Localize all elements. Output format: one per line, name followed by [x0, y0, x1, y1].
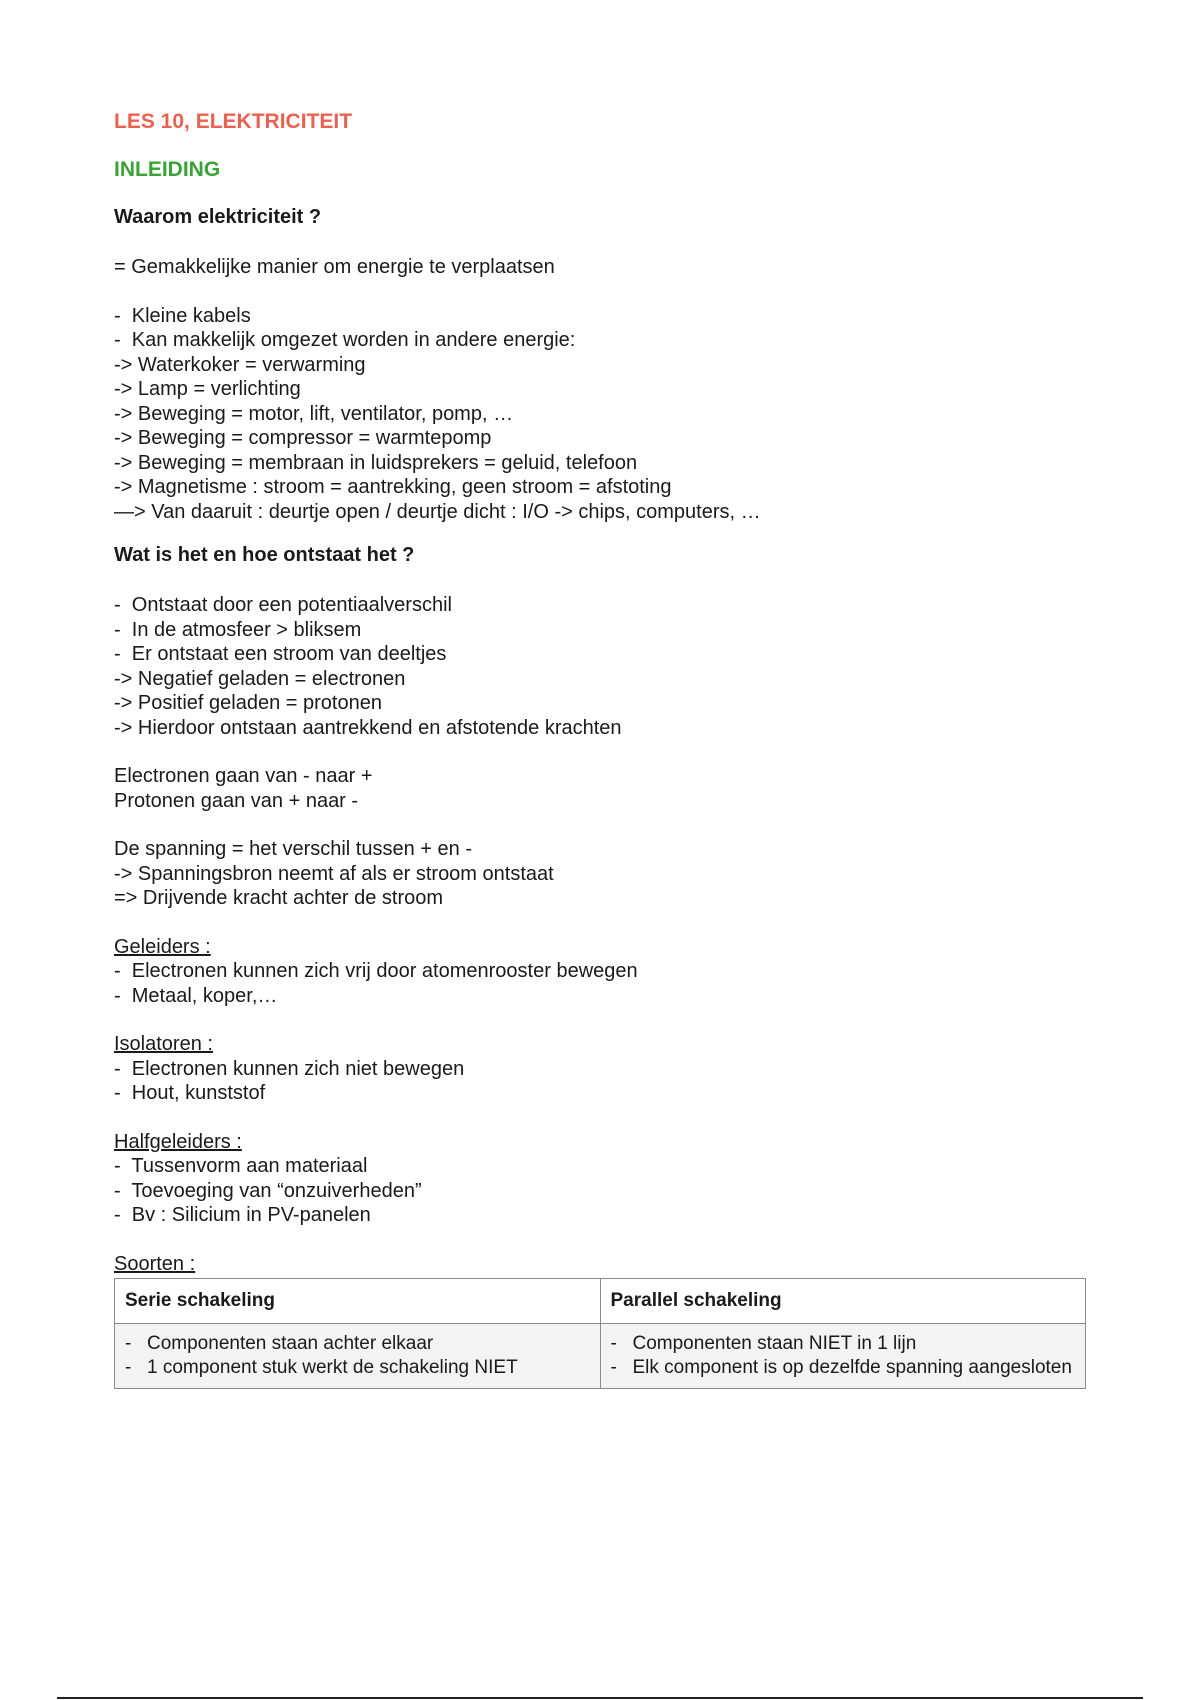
dash-marker: - — [125, 1333, 132, 1354]
list-item: - Electronen kunnen zich vrij door atomenrooster bewegen — [114, 960, 638, 982]
halfgeleiders-block — [114, 1130, 1094, 1228]
intro-line: = Gemakkelijke manier om energie te verplaatsen — [114, 256, 555, 278]
list-why-electricity — [114, 304, 1094, 525]
text-line: -> Spanningsbron neemt af als er stroom ontstaat — [114, 862, 554, 885]
list-item: -> Beweging = compressor = warmtepomp — [114, 427, 492, 449]
dash-marker: - — [610, 1357, 617, 1378]
text-line: Protonen gaan van + naar - — [114, 789, 359, 812]
geleiders-block — [114, 935, 1094, 1009]
list-item: -> Lamp = verlichting — [114, 378, 301, 400]
list-item-text: Componenten staan achter elkaar — [147, 1333, 434, 1354]
list-item-text: 1 component stuk werkt de schakeling NIET — [147, 1357, 518, 1378]
geleiders-label: Geleiders : — [114, 935, 211, 958]
list-item: -> Waterkoker = verwarming — [114, 353, 366, 376]
list-item-text: Elk component is op dezelfde spanning aangesloten — [632, 1357, 1072, 1378]
list-origin — [114, 593, 1094, 740]
list-item — [125, 1356, 590, 1380]
soorten-table — [114, 1278, 1086, 1389]
table-cell-parallel — [600, 1324, 1086, 1389]
list-item — [125, 1332, 590, 1356]
text-line: => Drijvende kracht achter de stroom — [114, 887, 444, 909]
list-item: - Electronen kunnen zich niet bewegen — [114, 1057, 465, 1080]
table-cell-serie — [115, 1324, 601, 1389]
paragraph-spanning — [114, 837, 1094, 911]
table-header-parallel: Parallel schakeling — [600, 1279, 1086, 1324]
text-line: Electronen gaan van - naar + — [114, 765, 373, 787]
list-item: - In de atmosfeer > bliksem — [114, 618, 362, 641]
list-item: - Bv : Silicium in PV-panelen — [114, 1204, 371, 1226]
subheading-waarom: Waarom elektriciteit ? — [114, 206, 322, 228]
document-title: LES 10, ELEKTRICITEIT — [114, 110, 353, 133]
list-item: -> Beweging = membraan in luidsprekers = geluid, telefoon — [114, 451, 638, 474]
list-item: - Metaal, koper,… — [114, 984, 278, 1007]
list-item — [611, 1356, 1076, 1380]
list-item: - Toevoeging van “onzuiverheden” — [114, 1179, 422, 1202]
halfgeleiders-label: Halfgeleiders : — [114, 1130, 242, 1153]
list-item: - Kleine kabels — [114, 304, 251, 327]
list-item: -> Positief geladen = protonen — [114, 692, 382, 714]
dash-marker: - — [125, 1357, 132, 1378]
list-item: - Hout, kunststof — [114, 1082, 266, 1104]
section-heading-inleiding: INLEIDING — [114, 158, 221, 181]
isolatoren-label: Isolatoren : — [114, 1033, 213, 1055]
list-item: —> Van daaruit : deurtje open / deurtje dicht : I/O -> chips, computers, … — [114, 500, 761, 523]
list-item — [611, 1332, 1076, 1356]
subheading-wat-is-het: Wat is het en hoe ontstaat het ? — [114, 544, 415, 566]
list-item: - Er ontstaat een stroom van deeltjes — [114, 643, 447, 665]
isolatoren-block — [114, 1032, 1094, 1106]
table-header-serie: Serie schakeling — [115, 1279, 601, 1324]
paragraph-direction — [114, 764, 1094, 813]
soorten-block — [114, 1252, 1094, 1390]
list-item: -> Magnetisme : stroom = aantrekking, geen stroom = afstoting — [114, 476, 672, 498]
list-item: -> Beweging = motor, lift, ventilator, pomp, … — [114, 402, 514, 425]
page-bottom-rule — [57, 1697, 1143, 1699]
list-item: - Kan makkelijk omgezet worden in andere energie: — [114, 329, 576, 351]
document-page — [114, 110, 1094, 1389]
list-item: - Ontstaat door een potentiaalverschil — [114, 594, 452, 616]
text-line: De spanning = het verschil tussen + en - — [114, 838, 472, 860]
dash-marker: - — [610, 1333, 617, 1354]
list-item: -> Hierdoor ontstaan aantrekkend en afstotende krachten — [114, 716, 622, 739]
list-item: -> Negatief geladen = electronen — [114, 667, 406, 690]
list-item-text: Componenten staan NIET in 1 lijn — [632, 1333, 917, 1354]
list-item: - Tussenvorm aan materiaal — [114, 1155, 368, 1177]
soorten-label: Soorten : — [114, 1252, 196, 1275]
